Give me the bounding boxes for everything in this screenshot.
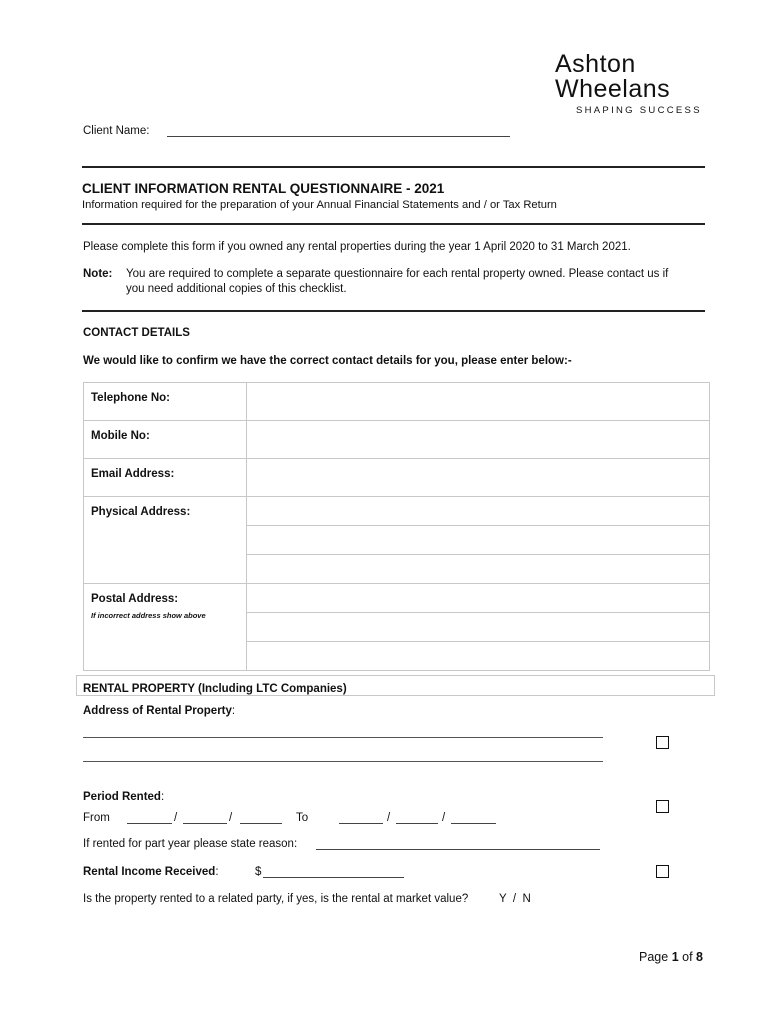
physical-address-text: Physical Address: xyxy=(91,506,191,518)
form-subtitle: Information required for the preparation of your Annual Financial Statements and / or Tax Return xyxy=(82,199,557,211)
rental-address-label-text: Address of Rental Property xyxy=(83,705,232,717)
page-current: 1 xyxy=(671,950,679,964)
physical-address-line1[interactable] xyxy=(247,497,710,526)
dollar-sign: $ xyxy=(255,866,262,878)
note-label: Note: xyxy=(83,268,113,280)
client-name-label: Client Name: xyxy=(83,125,150,137)
to-year-field[interactable] xyxy=(451,812,496,824)
email-label: Email Address: xyxy=(84,459,247,497)
income-colon: : xyxy=(215,866,219,878)
logo-line1: Ashton xyxy=(555,50,636,78)
postal-address-label xyxy=(84,584,247,671)
part-year-reason-field[interactable] xyxy=(316,838,600,850)
note-line2: you need additional copies of this checklist. xyxy=(126,283,347,295)
related-party-yn[interactable]: Y / N xyxy=(499,893,531,905)
period-colon: : xyxy=(160,791,165,803)
form-title: CLIENT INFORMATION RENTAL QUESTIONNAIRE - 2021 xyxy=(82,181,445,196)
note-line1: You are required to complete a separate questionnaire for each rental property owned. Please contact us if xyxy=(126,268,669,280)
from-slash-1: / xyxy=(174,812,178,824)
postal-address-line2[interactable] xyxy=(247,613,710,642)
rental-heading: RENTAL PROPERTY (Including LTC Companies) xyxy=(83,683,347,695)
telephone-label: Telephone No: xyxy=(84,383,247,421)
client-name-field[interactable] xyxy=(167,124,510,137)
physical-address-label xyxy=(84,497,247,584)
rental-address-line2[interactable] xyxy=(83,761,603,762)
from-month-field[interactable] xyxy=(183,812,227,824)
note-rule xyxy=(82,310,705,312)
to-month-field[interactable] xyxy=(396,812,438,824)
postal-address-line3[interactable] xyxy=(247,642,710,671)
income-label xyxy=(83,866,219,878)
from-day-field[interactable] xyxy=(127,812,172,824)
rental-address-colon: : xyxy=(231,705,236,717)
from-year-field[interactable] xyxy=(240,812,282,824)
page-label: Page xyxy=(639,950,669,964)
contact-table xyxy=(83,382,710,671)
intro-text: Please complete this form if you owned any rental properties during the year 1 April 2020 to 31 March 2021. xyxy=(83,241,631,253)
postal-address-line1[interactable] xyxy=(247,584,710,613)
page-of: of xyxy=(682,950,693,964)
physical-address-line3[interactable] xyxy=(247,555,710,584)
period-label-text: Period Rented xyxy=(83,791,161,803)
email-field[interactable] xyxy=(247,459,710,497)
period-label xyxy=(83,791,164,803)
part-year-label: If rented for part year please state reason: xyxy=(83,838,298,850)
logo-line2: Wheelans xyxy=(555,75,671,103)
income-checkbox[interactable] xyxy=(656,865,669,878)
income-field[interactable] xyxy=(263,866,404,878)
mobile-label: Mobile No: xyxy=(84,421,247,459)
telephone-field[interactable] xyxy=(247,383,710,421)
contact-heading: CONTACT DETAILS xyxy=(83,327,190,339)
to-day-field[interactable] xyxy=(339,812,383,824)
logo-tagline: SHAPING SUCCESS xyxy=(576,105,702,116)
income-label-text: Rental Income Received xyxy=(83,866,216,878)
title-rule xyxy=(82,223,705,225)
to-slash-2: / xyxy=(442,812,446,824)
from-slash-2: / xyxy=(229,812,233,824)
top-rule xyxy=(82,166,705,168)
period-checkbox[interactable] xyxy=(656,800,669,813)
rental-address-label xyxy=(83,705,235,717)
related-party-question: Is the property rented to a related party, if yes, is the rental at market value? xyxy=(83,893,469,905)
mobile-field[interactable] xyxy=(247,421,710,459)
rental-address-line1[interactable] xyxy=(83,737,603,738)
page-number xyxy=(639,950,703,964)
period-to-label: To xyxy=(296,812,309,824)
postal-address-note: If incorrect address show above xyxy=(91,611,206,620)
address-checkbox[interactable] xyxy=(656,736,669,749)
physical-address-line2[interactable] xyxy=(247,526,710,555)
contact-prompt: We would like to confirm we have the correct contact details for you, please enter below:- xyxy=(83,355,572,367)
postal-address-text: Postal Address: xyxy=(91,593,179,605)
to-slash-1: / xyxy=(387,812,391,824)
page-total: 8 xyxy=(696,950,703,964)
period-from-label: From xyxy=(83,812,110,824)
